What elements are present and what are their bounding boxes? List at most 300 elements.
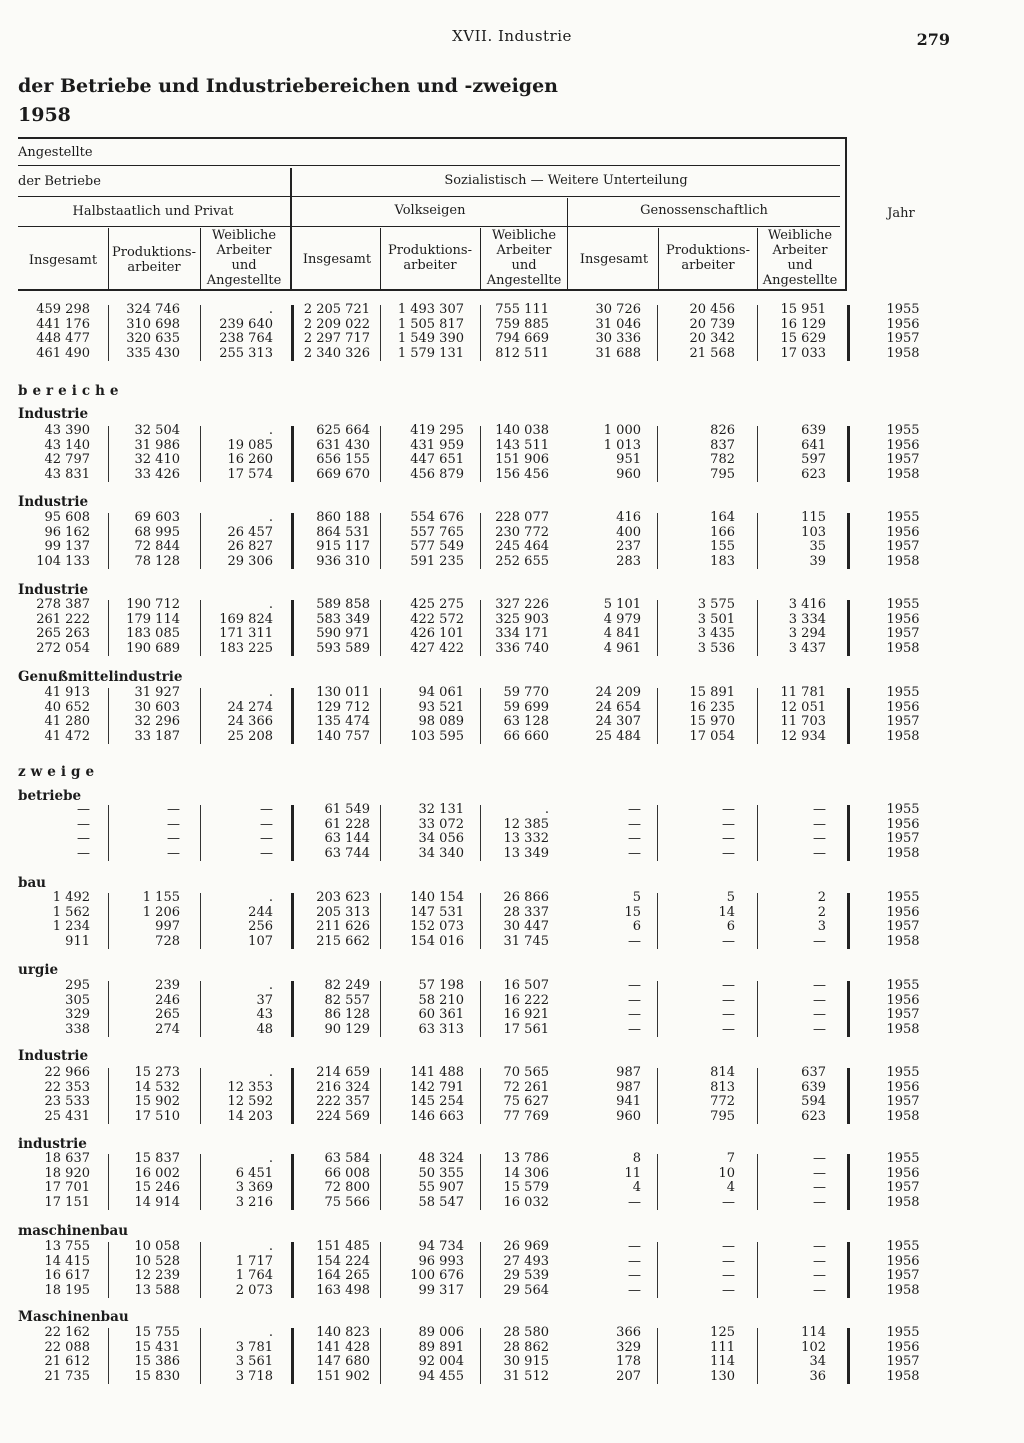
cell-gn-weibliche: — <box>813 802 826 817</box>
rule <box>18 196 840 197</box>
cell-gn-produktionsarbeiter: 155 <box>710 539 735 554</box>
cell-ve-produktionsarbeiter: 57 198 <box>418 978 464 993</box>
cell-ve-produktionsarbeiter: 154 016 <box>410 933 464 949</box>
cell-ve-insgesamt: 583 349 <box>316 611 370 627</box>
cell-gn-weibliche: — <box>813 1007 826 1022</box>
cell-ve-insgesamt: 216 324 <box>316 1079 370 1095</box>
cell-ve-produktionsarbeiter: 34 340 <box>418 845 464 861</box>
cell-gn-insgesamt: — <box>628 992 641 1008</box>
cell-hp-insgesamt: 278 387 <box>36 597 90 612</box>
cell-jahr: 1955 <box>886 597 920 612</box>
cell-ve-weibliche: 30 915 <box>503 1354 549 1369</box>
cell-gn-weibliche: — <box>813 1021 826 1037</box>
cell-hp-insgesamt: 305 <box>65 992 90 1008</box>
cell-hp-weibliche: 37 <box>256 992 273 1008</box>
cell-hp-insgesamt: 295 <box>65 978 90 993</box>
cell-ve-insgesamt: 82 249 <box>324 978 370 993</box>
cell-ve-produktionsarbeiter: 591 235 <box>410 553 464 569</box>
cell-ve-weibliche: 13 786 <box>503 1151 549 1166</box>
cell-hp-weibliche: . <box>268 1151 273 1166</box>
cell-ve-weibliche: 29 564 <box>503 1282 549 1298</box>
cell-hp-produktionsarbeiter: 335 430 <box>126 345 180 361</box>
cell-jahr: 1957 <box>886 714 920 729</box>
cell-ve-produktionsarbeiter: 58 210 <box>418 992 464 1008</box>
cell-gn-produktionsarbeiter: 125 <box>710 1325 735 1340</box>
cell-jahr: 1958 <box>886 1282 920 1298</box>
cell-ve-produktionsarbeiter: 94 061 <box>418 685 464 700</box>
cell-jahr: 1957 <box>886 1354 920 1369</box>
cell-hp-insgesamt: 22 088 <box>44 1339 90 1355</box>
cell-gn-produktionsarbeiter: — <box>722 1021 735 1037</box>
cell-gn-insgesamt: 31 688 <box>595 345 641 361</box>
cell-gn-produktionsarbeiter: 3 575 <box>697 597 735 612</box>
cell-gn-weibliche: 11 703 <box>780 714 826 729</box>
cell-gn-weibliche: 3 437 <box>788 640 826 656</box>
cell-ve-produktionsarbeiter: 100 676 <box>410 1268 464 1283</box>
cell-hp-produktionsarbeiter: 310 698 <box>126 316 180 332</box>
cell-gn-insgesamt: 1 000 <box>603 423 641 438</box>
cell-ve-insgesamt: 211 626 <box>316 919 370 934</box>
cell-hp-produktionsarbeiter: 31 927 <box>134 685 180 700</box>
cell-ve-insgesamt: 2 209 022 <box>303 316 370 332</box>
cell-hp-produktionsarbeiter: 68 995 <box>134 524 180 540</box>
cell-gn-produktionsarbeiter: 17 054 <box>689 728 735 744</box>
cell-hp-insgesamt: 43 390 <box>44 423 90 438</box>
cell-gn-produktionsarbeiter: — <box>722 1239 735 1254</box>
cell-hp-insgesamt: 18 920 <box>44 1165 90 1181</box>
col-insgesamt: Insgesamt <box>579 252 649 267</box>
page-title: der Betriebe und Industriebereichen und -zweigen <box>18 75 558 97</box>
running-title: XVII. Industrie <box>452 27 572 45</box>
cell-gn-produktionsarbeiter: 4 <box>726 1180 735 1195</box>
cell-ve-weibliche: 228 077 <box>495 510 549 525</box>
cell-ve-weibliche: 31 745 <box>503 933 549 949</box>
cell-jahr: 1957 <box>886 831 920 846</box>
cell-hp-insgesamt: 338 <box>65 1021 90 1037</box>
cell-ve-produktionsarbeiter: 96 993 <box>418 1253 464 1269</box>
cell-gn-produktionsarbeiter: 15 891 <box>689 685 735 700</box>
cell-ve-weibliche: 30 447 <box>503 919 549 934</box>
cell-gn-weibliche: 3 <box>817 919 826 934</box>
cell-gn-insgesamt: — <box>628 1282 641 1298</box>
cell-ve-insgesamt: 135 474 <box>316 714 370 729</box>
cell-hp-insgesamt: 13 755 <box>44 1239 90 1254</box>
cell-gn-produktionsarbeiter: — <box>722 802 735 817</box>
cell-ve-weibliche: 75 627 <box>503 1094 549 1109</box>
cell-jahr: 1955 <box>886 1065 920 1080</box>
cell-hp-insgesamt: — <box>77 831 90 846</box>
cell-gn-produktionsarbeiter: 826 <box>710 423 735 438</box>
cell-hp-weibliche: 3 369 <box>235 1180 273 1195</box>
header-sozialistisch: Sozialistisch — Weitere Unterteilung <box>444 173 688 188</box>
section-heading: zweige <box>18 764 100 780</box>
cell-gn-weibliche: — <box>813 831 826 846</box>
cell-jahr: 1958 <box>886 345 920 361</box>
cell-jahr: 1957 <box>886 1180 920 1195</box>
cell-hp-produktionsarbeiter: 1 155 <box>142 890 180 905</box>
cell-gn-weibliche: 597 <box>801 452 826 467</box>
cell-ve-insgesamt: 215 662 <box>316 933 370 949</box>
cell-gn-produktionsarbeiter: 20 456 <box>689 302 735 317</box>
cell-hp-produktionsarbeiter: 14 914 <box>134 1194 180 1210</box>
rule <box>18 226 840 227</box>
cell-hp-weibliche: 14 203 <box>227 1108 273 1124</box>
cell-jahr: 1955 <box>886 1325 920 1340</box>
cell-gn-produktionsarbeiter: — <box>722 1268 735 1283</box>
cell-ve-insgesamt: 163 498 <box>316 1282 370 1298</box>
cell-jahr: 1955 <box>886 685 920 700</box>
cell-gn-produktionsarbeiter: — <box>722 978 735 993</box>
cell-gn-insgesamt: 951 <box>616 452 641 467</box>
cell-ve-produktionsarbeiter: 152 073 <box>410 919 464 934</box>
cell-hp-produktionsarbeiter: 15 386 <box>134 1354 180 1369</box>
cell-jahr: 1957 <box>886 1007 920 1022</box>
cell-gn-insgesamt: 30 726 <box>595 302 641 317</box>
rule-top <box>18 137 846 139</box>
cell-hp-insgesamt: 18 195 <box>44 1282 90 1298</box>
cell-hp-produktionsarbeiter: 12 239 <box>134 1268 180 1283</box>
cell-ve-produktionsarbeiter: 48 324 <box>418 1151 464 1166</box>
cell-gn-insgesamt: 329 <box>616 1339 641 1355</box>
cell-gn-insgesamt: 1 013 <box>603 437 641 453</box>
cell-ve-weibliche: 16 921 <box>503 1007 549 1022</box>
cell-ve-produktionsarbeiter: 50 355 <box>418 1165 464 1181</box>
bold-column-rule <box>847 688 850 744</box>
cell-hp-weibliche: 25 208 <box>227 728 273 744</box>
cell-gn-insgesamt: 6 <box>632 919 641 934</box>
cell-gn-weibliche: — <box>813 845 826 861</box>
cell-hp-weibliche: 48 <box>256 1021 273 1037</box>
cell-gn-produktionsarbeiter: 166 <box>710 524 735 540</box>
cell-hp-weibliche: 244 <box>248 904 273 920</box>
cell-hp-insgesamt: — <box>77 845 90 861</box>
cell-gn-insgesamt: 400 <box>616 524 641 540</box>
cell-hp-insgesamt: 272 054 <box>36 640 90 656</box>
cell-ve-insgesamt: 860 188 <box>316 510 370 525</box>
cell-ve-produktionsarbeiter: 426 101 <box>410 626 464 641</box>
cell-hp-weibliche: . <box>268 597 273 612</box>
cell-gn-weibliche: 114 <box>801 1325 826 1340</box>
cell-ve-produktionsarbeiter: 419 295 <box>410 423 464 438</box>
cell-ve-weibliche: 28 862 <box>503 1339 549 1355</box>
cell-hp-weibliche: — <box>260 845 273 861</box>
cell-hp-produktionsarbeiter: 183 085 <box>126 626 180 641</box>
cell-jahr: 1957 <box>886 919 920 934</box>
cell-hp-insgesamt: 25 431 <box>44 1108 90 1124</box>
cell-gn-weibliche: 637 <box>801 1065 826 1080</box>
cell-hp-insgesamt: 1 492 <box>52 890 90 905</box>
cell-gn-weibliche: — <box>813 1194 826 1210</box>
cell-ve-produktionsarbeiter: 431 959 <box>410 437 464 453</box>
cell-ve-insgesamt: 593 589 <box>316 640 370 656</box>
cell-gn-produktionsarbeiter: 16 235 <box>689 699 735 715</box>
cell-ve-insgesamt: 224 569 <box>316 1108 370 1124</box>
bold-column-rule <box>847 805 850 861</box>
cell-ve-weibliche: 72 261 <box>503 1079 549 1095</box>
cell-ve-insgesamt: 214 659 <box>316 1065 370 1080</box>
cell-hp-weibliche: 2 073 <box>235 1282 273 1298</box>
cell-gn-insgesamt: 960 <box>616 466 641 482</box>
cell-gn-weibliche: — <box>813 816 826 832</box>
cell-gn-weibliche: 12 934 <box>780 728 826 744</box>
cell-ve-weibliche: 336 740 <box>495 640 549 656</box>
cell-ve-insgesamt: 590 971 <box>316 626 370 641</box>
cell-hp-weibliche: — <box>260 802 273 817</box>
cell-hp-insgesamt: 911 <box>65 933 90 949</box>
cell-gn-weibliche: — <box>813 1268 826 1283</box>
cell-gn-insgesamt: 8 <box>632 1151 641 1166</box>
cell-ve-insgesamt: 129 712 <box>316 699 370 715</box>
bold-column-rule <box>847 513 850 569</box>
cell-hp-produktionsarbeiter: 16 002 <box>134 1165 180 1181</box>
cell-ve-insgesamt: 151 485 <box>316 1239 370 1254</box>
cell-ve-insgesamt: 2 340 326 <box>303 345 370 361</box>
cell-gn-insgesamt: 987 <box>616 1079 641 1095</box>
cell-hp-produktionsarbeiter: 14 532 <box>134 1079 180 1095</box>
cell-hp-produktionsarbeiter: — <box>167 802 180 817</box>
cell-ve-weibliche: 755 111 <box>495 302 549 317</box>
cell-gn-produktionsarbeiter: 782 <box>710 452 735 467</box>
cell-gn-weibliche: 12 051 <box>780 699 826 715</box>
cell-jahr: 1956 <box>886 904 920 920</box>
cell-ve-produktionsarbeiter: 1 493 307 <box>397 302 464 317</box>
cell-jahr: 1958 <box>886 466 920 482</box>
cell-gn-weibliche: 3 334 <box>788 611 826 627</box>
cell-hp-insgesamt: 441 176 <box>36 316 90 332</box>
cell-ve-insgesamt: 625 664 <box>316 423 370 438</box>
cell-gn-produktionsarbeiter: 114 <box>710 1354 735 1369</box>
cell-hp-produktionsarbeiter: 69 603 <box>134 510 180 525</box>
cell-ve-produktionsarbeiter: 63 313 <box>418 1021 464 1037</box>
cell-ve-weibliche: 26 866 <box>503 890 549 905</box>
cell-ve-insgesamt: 82 557 <box>324 992 370 1008</box>
cell-ve-weibliche: 59 699 <box>503 699 549 715</box>
cell-ve-insgesamt: 154 224 <box>316 1253 370 1269</box>
cell-ve-insgesamt: 61 228 <box>324 816 370 832</box>
cell-hp-insgesamt: 41 913 <box>44 685 90 700</box>
cell-gn-produktionsarbeiter: — <box>722 1194 735 1210</box>
cell-ve-weibliche: 252 655 <box>495 553 549 569</box>
cell-hp-produktionsarbeiter: 30 603 <box>134 699 180 715</box>
col-insgesamt: Insgesamt <box>302 252 372 267</box>
cell-ve-produktionsarbeiter: 447 651 <box>410 452 464 467</box>
cell-gn-weibliche: 34 <box>809 1354 826 1369</box>
cell-ve-produktionsarbeiter: 103 595 <box>410 728 464 744</box>
cell-hp-produktionsarbeiter: 72 844 <box>134 539 180 554</box>
cell-hp-produktionsarbeiter: 15 246 <box>134 1180 180 1195</box>
cell-jahr: 1956 <box>886 1079 920 1095</box>
cell-gn-insgesamt: — <box>628 1194 641 1210</box>
group-label: urgie <box>18 962 59 978</box>
rule-header-bottom <box>18 289 846 291</box>
cell-hp-insgesamt: — <box>77 802 90 817</box>
cell-hp-insgesamt: 261 222 <box>36 611 90 627</box>
cell-jahr: 1957 <box>886 539 920 554</box>
cell-jahr: 1955 <box>886 1151 920 1166</box>
cell-hp-weibliche: 17 574 <box>227 466 273 482</box>
cell-hp-produktionsarbeiter: 32 504 <box>134 423 180 438</box>
cell-hp-insgesamt: 1 562 <box>52 904 90 920</box>
cell-gn-produktionsarbeiter: 6 <box>726 919 735 934</box>
cell-ve-produktionsarbeiter: 94 734 <box>418 1239 464 1254</box>
cell-ve-weibliche: 66 660 <box>503 728 549 744</box>
cell-gn-weibliche: — <box>813 1180 826 1195</box>
cell-gn-weibliche: 641 <box>801 437 826 453</box>
cell-ve-insgesamt: 61 549 <box>324 802 370 817</box>
cell-hp-produktionsarbeiter: 239 <box>155 978 180 993</box>
page-number: 279 <box>916 30 950 49</box>
cell-hp-weibliche: . <box>268 1065 273 1080</box>
cell-hp-weibliche: 26 827 <box>227 539 273 554</box>
cell-hp-insgesamt: 41 472 <box>44 728 90 744</box>
cell-hp-weibliche: . <box>268 1325 273 1340</box>
cell-hp-insgesamt: 21 612 <box>44 1354 90 1369</box>
cell-ve-weibliche: 63 128 <box>503 714 549 729</box>
cell-hp-insgesamt: 17 151 <box>44 1194 90 1210</box>
cell-ve-insgesamt: 222 357 <box>316 1094 370 1109</box>
cell-gn-insgesamt: 283 <box>616 553 641 569</box>
cell-hp-weibliche: 3 561 <box>235 1354 273 1369</box>
cell-gn-weibliche: 35 <box>809 539 826 554</box>
cell-hp-weibliche: — <box>260 816 273 832</box>
cell-gn-insgesamt: — <box>628 1007 641 1022</box>
cell-ve-produktionsarbeiter: 425 275 <box>410 597 464 612</box>
cell-gn-weibliche: 15 951 <box>780 302 826 317</box>
cell-gn-insgesamt: 5 <box>632 890 641 905</box>
cell-hp-weibliche: . <box>268 685 273 700</box>
cell-gn-produktionsarbeiter: — <box>722 1253 735 1269</box>
cell-jahr: 1957 <box>886 1094 920 1109</box>
cell-gn-insgesamt: — <box>628 831 641 846</box>
cell-ve-produktionsarbeiter: 554 676 <box>410 510 464 525</box>
cell-gn-insgesamt: 416 <box>616 510 641 525</box>
cell-hp-weibliche: 12 353 <box>227 1079 273 1095</box>
cell-ve-insgesamt: 140 757 <box>316 728 370 744</box>
cell-hp-weibliche: . <box>268 978 273 993</box>
cell-hp-insgesamt: 40 652 <box>44 699 90 715</box>
cell-hp-insgesamt: 329 <box>65 1007 90 1022</box>
cell-gn-insgesamt: 178 <box>616 1354 641 1369</box>
cell-gn-weibliche: 2 <box>817 890 826 905</box>
cell-gn-insgesamt: 24 209 <box>595 685 641 700</box>
cell-ve-weibliche: 327 226 <box>495 597 549 612</box>
cell-hp-insgesamt: 43 831 <box>44 466 90 482</box>
cell-hp-weibliche: 239 640 <box>219 316 273 332</box>
cell-hp-weibliche: — <box>260 831 273 846</box>
cell-gn-produktionsarbeiter: 3 536 <box>697 640 735 656</box>
cell-gn-insgesamt: — <box>628 816 641 832</box>
group-label: maschinenbau <box>18 1223 129 1239</box>
cell-hp-produktionsarbeiter: 179 114 <box>126 611 180 627</box>
cell-gn-insgesamt: 24 654 <box>595 699 641 715</box>
cell-gn-insgesamt: 4 <box>632 1180 641 1195</box>
cell-jahr: 1955 <box>886 978 920 993</box>
bold-column-rule <box>847 426 850 482</box>
cell-ve-weibliche: 28 337 <box>503 904 549 920</box>
cell-ve-produktionsarbeiter: 145 254 <box>410 1094 464 1109</box>
group-label: Genußmittelindustrie <box>18 669 183 685</box>
cell-gn-produktionsarbeiter: 813 <box>710 1079 735 1095</box>
cell-gn-produktionsarbeiter: 164 <box>710 510 735 525</box>
cell-hp-insgesamt: 22 162 <box>44 1325 90 1340</box>
cell-ve-insgesamt: 2 205 721 <box>303 302 370 317</box>
cell-ve-produktionsarbeiter: 427 422 <box>410 640 464 656</box>
cell-jahr: 1955 <box>886 423 920 438</box>
cell-ve-produktionsarbeiter: 146 663 <box>410 1108 464 1124</box>
header-volkseigen: Volkseigen <box>394 203 466 218</box>
header-der-betriebe: der Betriebe <box>18 174 101 189</box>
cell-ve-weibliche: 16 222 <box>503 992 549 1008</box>
cell-ve-weibliche: 151 906 <box>495 452 549 467</box>
cell-ve-weibliche: 334 171 <box>495 626 549 641</box>
cell-ve-produktionsarbeiter: 98 089 <box>418 714 464 729</box>
bold-column-rule <box>847 600 850 656</box>
cell-ve-weibliche: . <box>544 802 549 817</box>
cell-ve-produktionsarbeiter: 147 531 <box>410 904 464 920</box>
cell-ve-produktionsarbeiter: 89 006 <box>418 1325 464 1340</box>
cell-jahr: 1956 <box>886 1253 920 1269</box>
cell-hp-produktionsarbeiter: 246 <box>155 992 180 1008</box>
cell-jahr: 1957 <box>886 331 920 346</box>
cell-ve-produktionsarbeiter: 142 791 <box>410 1079 464 1095</box>
cell-hp-produktionsarbeiter: 190 712 <box>126 597 180 612</box>
cell-gn-insgesamt: 31 046 <box>595 316 641 332</box>
cell-gn-produktionsarbeiter: — <box>722 816 735 832</box>
cell-jahr: 1956 <box>886 611 920 627</box>
cell-ve-insgesamt: 203 623 <box>316 890 370 905</box>
cell-gn-produktionsarbeiter: 795 <box>710 466 735 482</box>
cell-ve-insgesamt: 141 428 <box>316 1339 370 1355</box>
cell-hp-insgesamt: 22 966 <box>44 1065 90 1080</box>
bold-column-rule <box>847 1068 850 1124</box>
cell-hp-weibliche: 43 <box>256 1007 273 1022</box>
cell-hp-produktionsarbeiter: 32 296 <box>134 714 180 729</box>
rule <box>18 165 840 166</box>
cell-hp-insgesamt: 461 490 <box>36 345 90 361</box>
col-weibliche: Weibliche Arbeiter und Angestellte <box>762 228 838 288</box>
cell-jahr: 1957 <box>886 1268 920 1283</box>
cell-hp-weibliche: 107 <box>248 933 273 949</box>
cell-hp-insgesamt: 104 133 <box>36 553 90 569</box>
cell-gn-insgesamt: 15 <box>624 904 641 920</box>
cell-hp-weibliche: . <box>268 423 273 438</box>
cell-ve-weibliche: 31 512 <box>503 1368 549 1384</box>
cell-ve-weibliche: 28 580 <box>503 1325 549 1340</box>
cell-hp-produktionsarbeiter: — <box>167 831 180 846</box>
cell-gn-produktionsarbeiter: 15 970 <box>689 714 735 729</box>
cell-hp-weibliche: . <box>268 890 273 905</box>
cell-ve-produktionsarbeiter: 93 521 <box>418 699 464 715</box>
cell-gn-insgesamt: — <box>628 802 641 817</box>
cell-jahr: 1955 <box>886 1239 920 1254</box>
cell-gn-insgesamt: 25 484 <box>595 728 641 744</box>
cell-ve-produktionsarbeiter: 32 131 <box>418 802 464 817</box>
cell-hp-produktionsarbeiter: 33 187 <box>134 728 180 744</box>
cell-gn-weibliche: — <box>813 1239 826 1254</box>
cell-gn-produktionsarbeiter: — <box>722 933 735 949</box>
cell-gn-produktionsarbeiter: — <box>722 992 735 1008</box>
cell-hp-produktionsarbeiter: 31 986 <box>134 437 180 453</box>
header-halbstaatlich: Halbstaatlich und Privat <box>72 204 234 219</box>
cell-hp-insgesamt: 23 533 <box>44 1094 90 1109</box>
cell-hp-insgesamt: 18 637 <box>44 1151 90 1166</box>
cell-gn-insgesamt: — <box>628 1239 641 1254</box>
cell-hp-produktionsarbeiter: 10 058 <box>134 1239 180 1254</box>
cell-jahr: 1955 <box>886 802 920 817</box>
cell-ve-produktionsarbeiter: 55 907 <box>418 1180 464 1195</box>
cell-gn-produktionsarbeiter: 7 <box>726 1151 735 1166</box>
cell-ve-weibliche: 143 511 <box>495 437 549 453</box>
